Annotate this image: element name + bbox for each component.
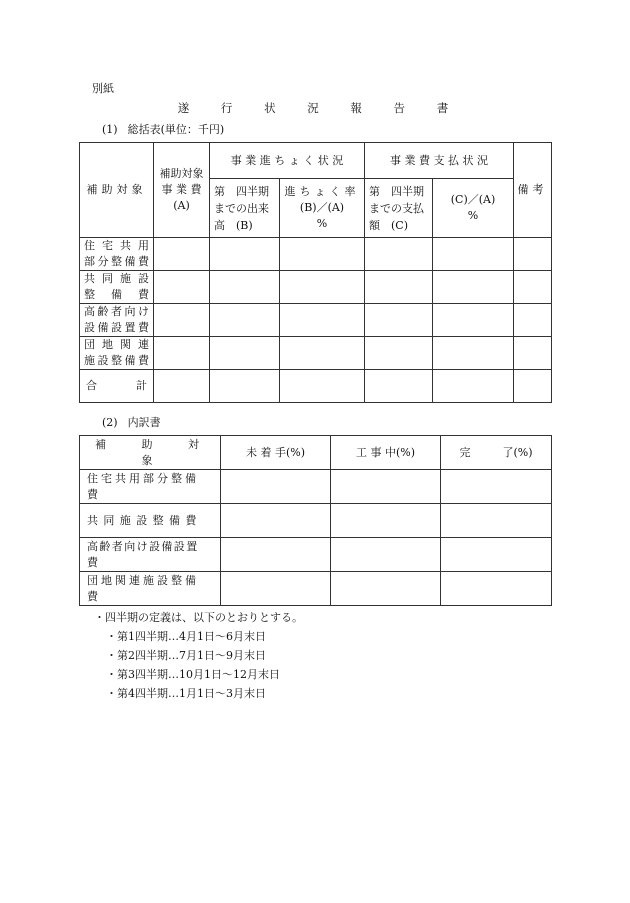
summary-cell xyxy=(280,304,365,337)
section-2-title: 内訳書 xyxy=(127,416,161,429)
breakdown-cell xyxy=(441,504,552,538)
section-1-title: 総括表(単位：千円) xyxy=(127,123,225,136)
quarter-definition-notes xyxy=(94,608,303,703)
breakdown-cell xyxy=(331,504,441,538)
summary-header-progress-rate: 進ちょく率 (B)／(A) % xyxy=(280,179,365,238)
summary-cell xyxy=(514,238,552,271)
breakdown-cell xyxy=(441,572,552,606)
summary-cell xyxy=(280,271,365,304)
breakdown-cell xyxy=(221,504,331,538)
breakdown-cell xyxy=(441,470,552,504)
section-1-heading xyxy=(102,121,224,137)
summary-cell xyxy=(514,304,552,337)
summary-header-quarter-output: 第 四半期 までの出来 高 (B) xyxy=(210,179,280,238)
summary-header-remarks: 備考 xyxy=(514,143,552,238)
summary-cell xyxy=(210,304,280,337)
summary-cell xyxy=(433,337,514,370)
summary-row-label: 団地関連 施設整備費 xyxy=(80,337,154,370)
summary-header-quarter-payment: 第 四半期 までの支払 額 (C) xyxy=(365,179,433,238)
summary-header-target: 補助対象 xyxy=(80,143,154,238)
summary-cell xyxy=(154,238,210,271)
breakdown-header-row xyxy=(80,436,552,470)
section-2-number: (2) xyxy=(102,416,118,429)
note-item: ・第1四半期…4月1日～6月末日 xyxy=(106,630,266,643)
summary-row xyxy=(80,238,552,271)
summary-cell xyxy=(280,370,365,403)
breakdown-table xyxy=(79,435,552,606)
summary-row-label: 共同施設 整 備 費 xyxy=(80,271,154,304)
summary-total-label: 合 計 xyxy=(80,370,154,403)
breakdown-cell xyxy=(331,538,441,572)
summary-total-row xyxy=(80,370,552,403)
summary-cell xyxy=(433,370,514,403)
summary-cell xyxy=(210,238,280,271)
breakdown-row-label: 住宅共用部分整備費 xyxy=(80,470,221,504)
breakdown-cell xyxy=(331,572,441,606)
summary-cell xyxy=(154,304,210,337)
breakdown-row-label: 高齢者向け設備設置費 xyxy=(80,538,221,572)
summary-row xyxy=(80,271,552,304)
summary-cell xyxy=(210,337,280,370)
breakdown-row-label: 共同施設整備費 xyxy=(80,504,221,538)
breakdown-header-complete: 完 了(%) xyxy=(441,436,552,470)
summary-row xyxy=(80,337,552,370)
summary-cell xyxy=(154,271,210,304)
breakdown-row xyxy=(80,572,552,606)
summary-cell xyxy=(365,271,433,304)
summary-cell xyxy=(280,337,365,370)
summary-cell xyxy=(433,271,514,304)
breakdown-cell xyxy=(221,470,331,504)
note-item: ・第3四半期…10月1日～12月末日 xyxy=(106,668,280,681)
summary-cell xyxy=(365,238,433,271)
breakdown-cell xyxy=(441,538,552,572)
breakdown-cell xyxy=(221,572,331,606)
summary-header-row-1 xyxy=(80,143,552,179)
summary-cell xyxy=(154,370,210,403)
summary-cell xyxy=(514,337,552,370)
note-item: ・第4四半期…1月1日～3月末日 xyxy=(106,687,266,700)
breakdown-header-not-started: 未 着 手(%) xyxy=(221,436,331,470)
summary-cell xyxy=(365,337,433,370)
summary-header-cost: 補助対象 事 業 費 (A) xyxy=(154,143,210,238)
summary-cell xyxy=(514,370,552,403)
section-2-heading xyxy=(102,414,161,430)
summary-table xyxy=(79,142,552,403)
summary-header-payment-rate: (C)／(A) % xyxy=(433,179,514,238)
summary-cell xyxy=(154,337,210,370)
section-1-number: (1) xyxy=(102,123,118,136)
notes-intro: ・四半期の定義は、以下のとおりとする。 xyxy=(94,611,303,624)
summary-cell xyxy=(514,271,552,304)
breakdown-cell xyxy=(221,538,331,572)
summary-cell xyxy=(365,304,433,337)
note-item: ・第2四半期…7月1日～9月末日 xyxy=(106,649,266,662)
summary-header-payment-group: 事 業 費 支 払 状 況 xyxy=(365,143,514,179)
breakdown-row-label: 団地関連施設整備費 xyxy=(80,572,221,606)
summary-cell xyxy=(433,238,514,271)
breakdown-header-in-progress: 工 事 中(%) xyxy=(331,436,441,470)
breakdown-header-target: 補 助 対 象 xyxy=(80,436,221,470)
breakdown-row xyxy=(80,538,552,572)
breakdown-row xyxy=(80,470,552,504)
breakdown-cell xyxy=(331,470,441,504)
summary-row-label: 住宅共用 部分整備費 xyxy=(80,238,154,271)
summary-cell xyxy=(433,304,514,337)
summary-cell xyxy=(365,370,433,403)
summary-row xyxy=(80,304,552,337)
summary-cell xyxy=(280,238,365,271)
breakdown-row xyxy=(80,504,552,538)
summary-cell xyxy=(210,370,280,403)
document-title: 遂 行 状 況 報 告 書 xyxy=(177,101,463,115)
attachment-label: 別紙 xyxy=(92,82,114,95)
summary-header-progress-group: 事 業 進 ち ょ く 状 況 xyxy=(210,143,365,179)
summary-row-label: 高齢者向け 設備設置費 xyxy=(80,304,154,337)
summary-cell xyxy=(210,271,280,304)
